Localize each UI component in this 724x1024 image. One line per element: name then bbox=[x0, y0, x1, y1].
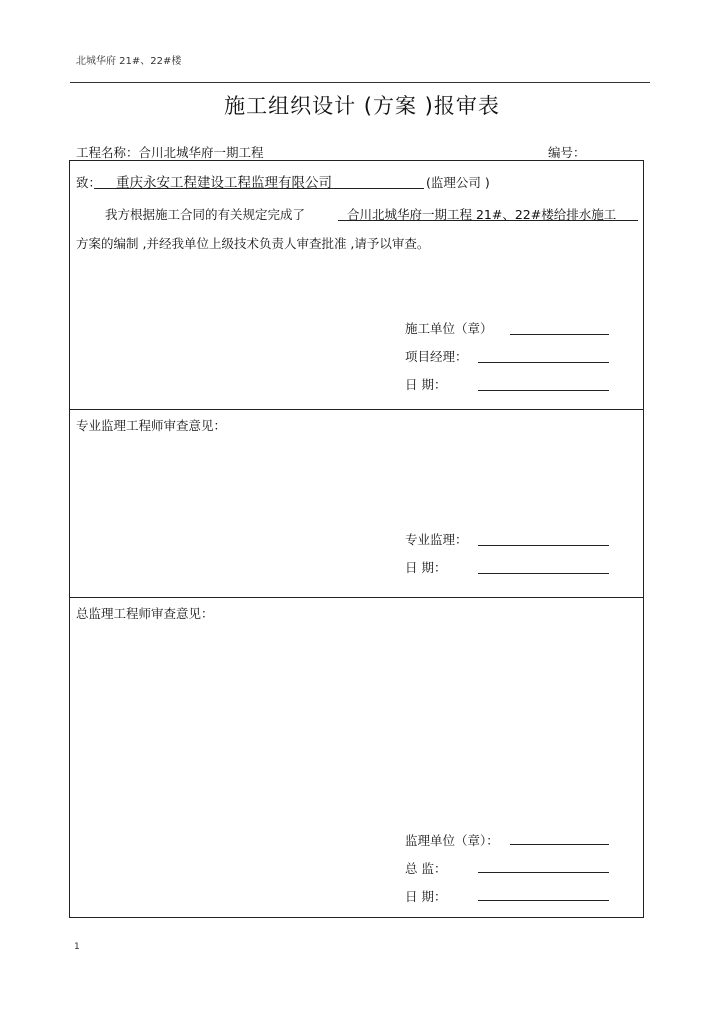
header-rule bbox=[70, 82, 650, 83]
construction-unit-line bbox=[510, 334, 609, 335]
date-line-1 bbox=[478, 390, 609, 391]
body-line-2: 方案的编制 ,并经我单位上级技术负责人审查批准 ,请予以审查。 bbox=[76, 236, 430, 251]
document-title: 施工组织设计 (方案 )报审表 bbox=[224, 94, 500, 118]
date-line-2 bbox=[478, 573, 609, 574]
body-line-1: 我方根据施工合同的有关规定完成了 bbox=[105, 207, 306, 222]
document-number-label: 编号： bbox=[548, 145, 586, 160]
running-header: 北城华府 21#、22#楼 bbox=[76, 56, 182, 67]
construction-unit-label: 施工单位（章） bbox=[405, 321, 493, 336]
to-prefix: 致： bbox=[76, 175, 102, 190]
date-label-3: 日 期： bbox=[405, 889, 447, 904]
page-number: 1 bbox=[74, 942, 80, 952]
form-table bbox=[69, 160, 644, 918]
project-manager-line bbox=[478, 362, 609, 363]
recipient-company: 重庆永安工程建设工程监理有限公司 bbox=[116, 175, 332, 191]
date-label-1: 日 期： bbox=[405, 377, 447, 392]
date-label-2: 日 期： bbox=[405, 560, 447, 575]
recipient-underline bbox=[94, 188, 424, 189]
chief-opinion-heading: 总监理工程师审查意见： bbox=[76, 606, 214, 621]
specialist-supervisor-label: 专业监理： bbox=[405, 532, 468, 547]
supervision-unit-line bbox=[510, 844, 609, 845]
recipient-suffix: (监理公司 ) bbox=[426, 175, 490, 190]
section-divider-2 bbox=[69, 597, 644, 598]
chief-supervisor-label: 总 监： bbox=[405, 861, 447, 876]
project-underline bbox=[338, 220, 638, 221]
chief-supervisor-line bbox=[478, 872, 609, 873]
specialist-supervisor-line bbox=[478, 545, 609, 546]
section-divider-1 bbox=[69, 409, 644, 410]
project-manager-label: 项目经理： bbox=[405, 349, 468, 364]
date-line-3 bbox=[478, 900, 609, 901]
project-name: 工程名称：合川北城华府一期工程 bbox=[76, 145, 264, 160]
specialist-opinion-heading: 专业监理工程师审查意见： bbox=[76, 418, 227, 433]
supervision-unit-label: 监理单位（章）： bbox=[405, 833, 499, 848]
filled-project-name: 合川北城华府一期工程 21#、22#楼给排水施工 bbox=[347, 207, 617, 222]
